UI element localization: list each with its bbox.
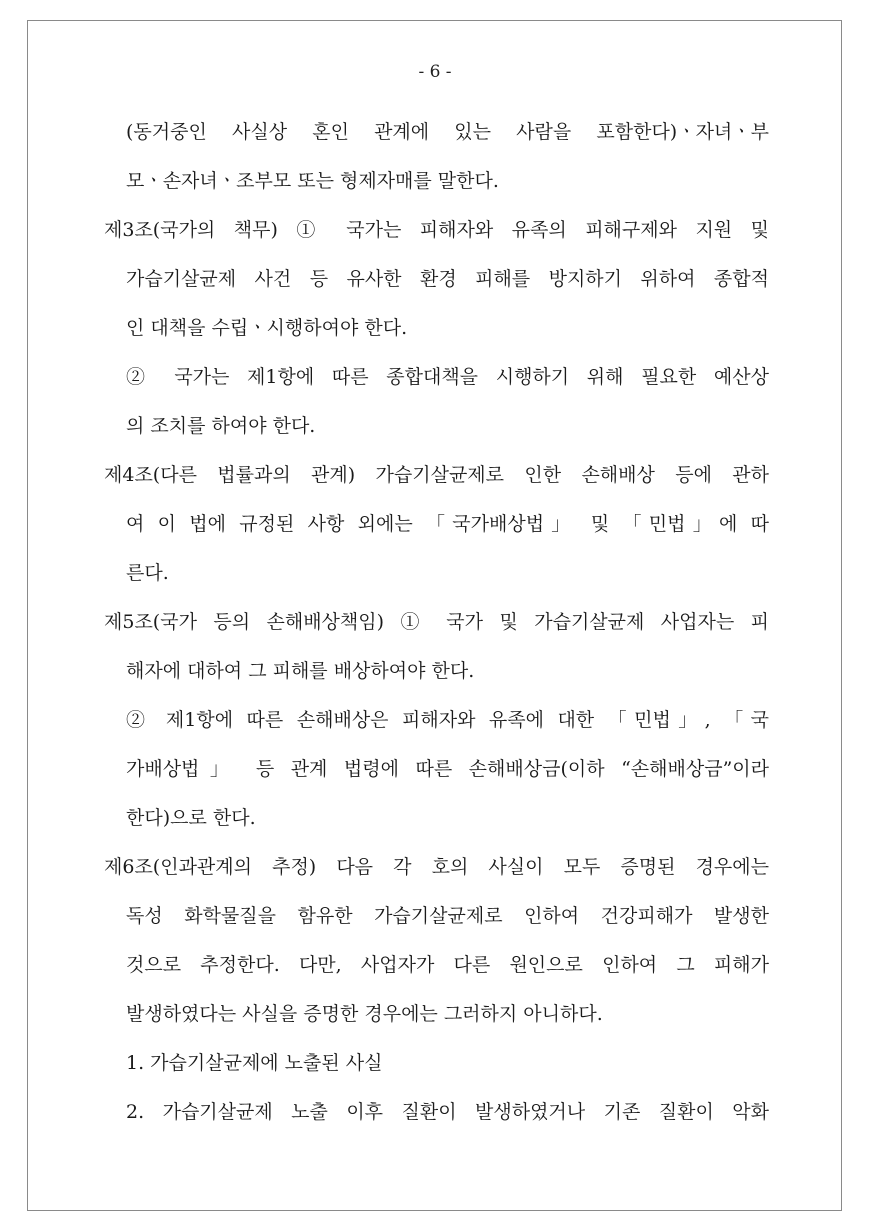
text-line: 모ㆍ손자녀ㆍ조부모 또는 형제자매를 말한다. <box>126 170 499 192</box>
text-line: 것으로 추정한다. 다만, 사업자가 다른 원인으로 인하여 그 피해가 <box>126 954 769 976</box>
article-4-heading-line: 제4조(다른 법률과의 관계) 가습기살균제로 인한 손해배상 등에 관하 <box>104 464 769 486</box>
text-line: 발생하였다는 사실을 증명한 경우에는 그러하지 아니하다. <box>126 1003 603 1025</box>
document-body <box>104 108 769 1137</box>
list-item-1: 1. 가습기살균제에 노출된 사실 <box>126 1052 383 1074</box>
article-3-heading-line: 제3조(국가의 책무) ① 국가는 피해자와 유족의 피해구제와 지원 및 <box>104 219 769 241</box>
article-5-heading-line: 제5조(국가 등의 손해배상책임) ① 국가 및 가습기살균제 사업자는 피 <box>104 611 769 633</box>
text-line: 독성 화학물질을 함유한 가습기살균제로 인하여 건강피해가 발생한 <box>126 905 769 927</box>
page-number: - 6 - <box>418 62 452 82</box>
text-line: 가습기살균제 사건 등 유사한 환경 피해를 방지하기 위하여 종합적 <box>126 268 769 290</box>
text-line: 의 조치를 하여야 한다. <box>126 415 316 437</box>
text-line: 른다. <box>126 562 169 584</box>
text-line: 인 대책을 수립ㆍ시행하여야 한다. <box>126 317 408 339</box>
text-line: 여 이 법에 규정된 사항 외에는 「국가배상법」 및 「민법」에 따 <box>126 513 769 535</box>
paragraph-2-line: ② 국가는 제1항에 따른 종합대책을 시행하기 위해 필요한 예산상 <box>126 366 769 388</box>
article-6-heading-line: 제6조(인과관계의 추정) 다음 각 호의 사실이 모두 증명된 경우에는 <box>104 856 769 878</box>
text-line: 가배상법」 등 관계 법령에 따른 손해배상금(이하 “손해배상금”이라 <box>126 758 769 780</box>
text-line: 한다)으로 한다. <box>126 807 256 829</box>
list-item-2: 2. 가습기살균제 노출 이후 질환이 발생하였거나 기존 질환이 악화 <box>126 1101 769 1123</box>
text-line: 해자에 대하여 그 피해를 배상하여야 한다. <box>126 660 475 682</box>
paragraph-2-line: ② 제1항에 따른 손해배상은 피해자와 유족에 대한 「민법」, 「국 <box>126 709 769 731</box>
text-line: (동거중인 사실상 혼인 관계에 있는 사람을 포함한다)ㆍ자녀ㆍ부 <box>126 121 769 143</box>
